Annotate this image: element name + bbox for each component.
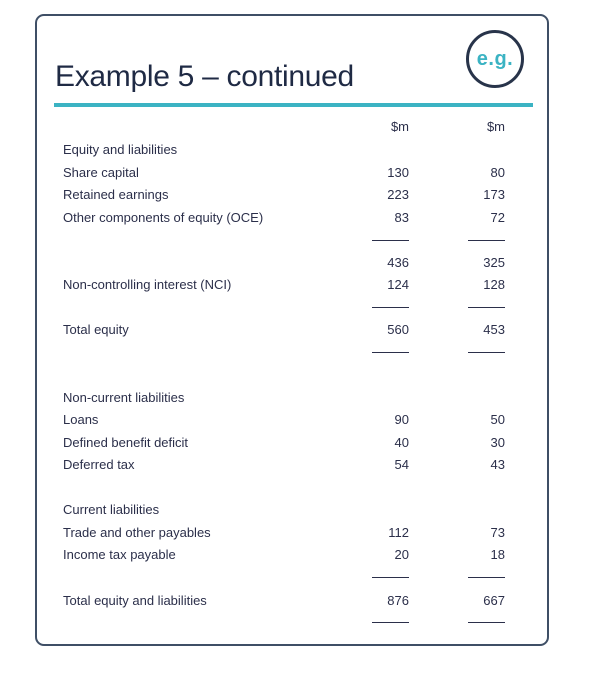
- row-label: Loans: [63, 412, 99, 427]
- page-title: Example 5 – continued: [55, 60, 354, 93]
- row-label: Defined benefit deficit: [63, 435, 189, 450]
- table-row: [0, 390, 611, 408]
- table-row: [0, 547, 611, 565]
- sum-rule: [372, 622, 409, 623]
- row-label: Non-controlling interest (NCI): [63, 277, 232, 292]
- row-value-2: 128: [483, 277, 505, 292]
- row-value-1: 90: [394, 412, 409, 427]
- table-row: [0, 412, 611, 430]
- sum-rule: [468, 240, 505, 241]
- sum-rule: [372, 240, 409, 241]
- row-value-2: 453: [483, 322, 505, 337]
- table-row: [0, 435, 611, 453]
- row-value-1: 876: [387, 593, 409, 608]
- row-value-1: 124: [387, 277, 409, 292]
- sum-rule: [468, 622, 505, 623]
- row-value-1: 112: [388, 525, 409, 540]
- row-value-2: 30: [490, 435, 505, 450]
- eg-badge-icon: [466, 30, 524, 88]
- row-value-2: 73: [490, 525, 505, 540]
- sum-rule: [372, 577, 409, 578]
- row-label: Total equity: [63, 322, 129, 337]
- row-label: Retained earnings: [63, 187, 169, 202]
- row-value-1: 20: [394, 547, 409, 562]
- row-value-2: 173: [483, 187, 505, 202]
- row-value-2: 80: [490, 165, 505, 180]
- row-value-2: 50: [490, 412, 505, 427]
- row-value-1: 560: [387, 322, 409, 337]
- row-label: Deferred tax: [63, 457, 135, 472]
- table-row: [0, 187, 611, 205]
- title-underline: [54, 103, 533, 107]
- row-label: Non-current liabilities: [63, 390, 185, 405]
- sum-rule: [468, 577, 505, 578]
- row-value-1: 436: [387, 255, 409, 270]
- row-label: Income tax payable: [63, 547, 176, 562]
- row-label: Other components of equity (OCE): [63, 210, 264, 225]
- table-row: [0, 165, 611, 183]
- table-row: [0, 593, 611, 611]
- row-label: Current liabilities: [63, 502, 160, 517]
- row-value-1: 83: [394, 210, 409, 225]
- column-header-2: $m: [486, 119, 505, 134]
- row-value-2: 667: [483, 593, 505, 608]
- row-value-1: 223: [387, 187, 409, 202]
- row-value-2: 43: [490, 457, 505, 472]
- row-value-2: 325: [483, 255, 505, 270]
- row-value-1: 54: [394, 457, 409, 472]
- table-row: [0, 255, 611, 273]
- row-label: Share capital: [63, 165, 139, 180]
- table-row: [0, 277, 611, 295]
- sum-rule: [372, 352, 409, 353]
- eg-badge-text: e.g.: [476, 47, 514, 70]
- sum-rule: [372, 307, 409, 308]
- table-row: [0, 457, 611, 475]
- row-value-1: 130: [387, 165, 409, 180]
- row-label: Trade and other payables: [63, 525, 211, 540]
- row-value-2: 18: [490, 547, 505, 562]
- sum-rule: [468, 352, 505, 353]
- row-label: Equity and liabilities: [63, 142, 178, 157]
- column-header-1: $m: [390, 119, 409, 134]
- row-label: Total equity and liabilities: [63, 593, 207, 608]
- row-value-1: 40: [394, 435, 409, 450]
- table-row: [0, 142, 611, 160]
- row-value-2: 72: [490, 210, 505, 225]
- table-row: [0, 502, 611, 520]
- sum-rule: [468, 307, 505, 308]
- table-row: [0, 322, 611, 340]
- table-row: [0, 525, 611, 543]
- table-row: [0, 210, 611, 228]
